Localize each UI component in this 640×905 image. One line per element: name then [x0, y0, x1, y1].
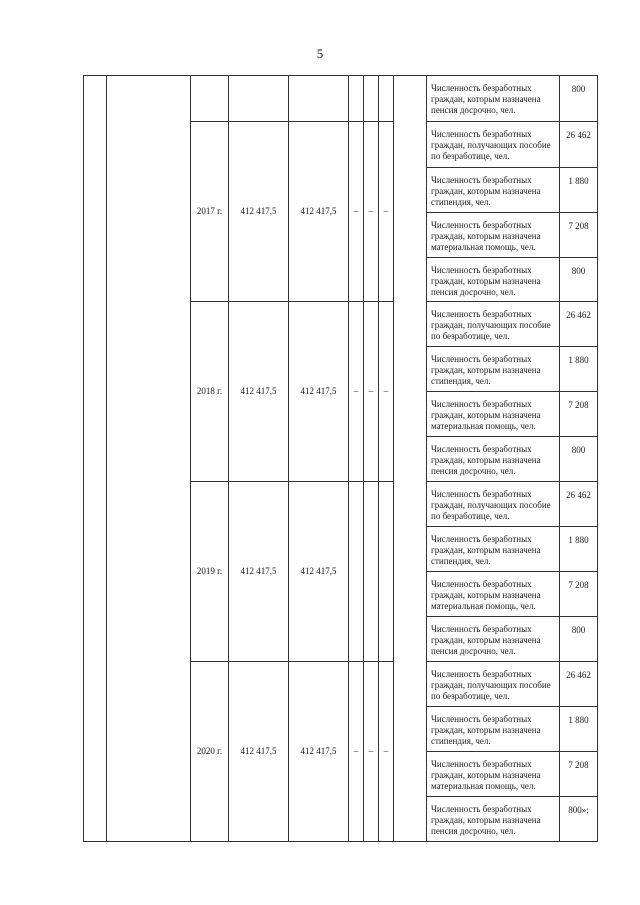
indicator-cell: Численность безработных граждан, которым назначена пенсия досрочно, чел.: [427, 617, 560, 662]
indicator-value: 7 208: [560, 752, 598, 797]
budget-cell: 412 417,5: [289, 122, 349, 302]
indicator-value: 7 208: [560, 392, 598, 437]
col2-cell-continued: [364, 76, 379, 122]
budget-cell-continued: [289, 76, 349, 122]
indicator-cell: Численность безработных граждан, которым назначена материальная помощь, чел.: [427, 752, 560, 797]
indicator-value: 7 208: [560, 213, 598, 258]
indicator-cell: Численность безработных граждан, которым назначена пенсия досрочно, чел.: [427, 797, 560, 842]
indicator-value: 800: [560, 437, 598, 482]
col2-cell: [364, 482, 379, 662]
indicator-value: 1 880: [560, 527, 598, 572]
col1-cell: –: [349, 122, 364, 302]
year-cell: 2017 г.: [191, 122, 229, 302]
col3-cell-continued: [379, 76, 394, 122]
indicator-value: 7 208: [560, 572, 598, 617]
col3-cell: –: [379, 662, 394, 842]
indicator-value: 26 462: [560, 302, 598, 347]
indicator-cell: Численность безработных граждан, которым назначена пенсия досрочно, чел.: [427, 258, 560, 302]
indicator-cell: Численность безработных граждан, получающих пособие по безработице, чел.: [427, 482, 560, 527]
indicator-cell: Численность безработных граждан, которым назначена материальная помощь, чел.: [427, 572, 560, 617]
col1-cell: [349, 482, 364, 662]
program-table: [83, 75, 598, 842]
budget-cell: 412 417,5: [289, 482, 349, 662]
col3-cell: –: [379, 122, 394, 302]
year-cell: 2019 г.: [191, 482, 229, 662]
indicator-value: 1 880: [560, 347, 598, 392]
indicator-cell: Численность безработных граждан, которым назначена стипендия, чел.: [427, 527, 560, 572]
indicator-value: 26 462: [560, 482, 598, 527]
page-number: 5: [316, 46, 324, 61]
indicator-cell: Численность безработных граждан, которым назначена пенсия досрочно, чел.: [427, 437, 560, 482]
indicator-value: 26 462: [560, 662, 598, 707]
indicator-cell: Численность безработных граждан, получающих пособие по безработице, чел.: [427, 662, 560, 707]
total-cell: 412 417,5: [229, 122, 289, 302]
indicator-value: 1 880: [560, 707, 598, 752]
indicator-value: 800: [560, 76, 598, 122]
budget-cell: 412 417,5: [289, 302, 349, 482]
indicator-cell: Численность безработных граждан, которым назначена стипендия, чел.: [427, 347, 560, 392]
col1-cell: –: [349, 302, 364, 482]
col2-cell: –: [364, 122, 379, 302]
budget-cell: 412 417,5: [289, 662, 349, 842]
indicator-value: 1 880: [560, 168, 598, 213]
indicator-value: 800: [560, 258, 598, 302]
total-cell: 412 417,5: [229, 662, 289, 842]
year-cell: 2018 г.: [191, 302, 229, 482]
total-cell: 412 417,5: [229, 482, 289, 662]
indicator-value: 800»;: [560, 797, 598, 842]
year-cell: 2020 г.: [191, 662, 229, 842]
indicator-cell: Численность безработных граждан, которым назначена материальная помощь, чел.: [427, 213, 560, 258]
col1-cell-continued: [349, 76, 364, 122]
number-column-cell: [84, 76, 107, 842]
indicator-cell: Численность безработных граждан, получающих пособие по безработице, чел.: [427, 302, 560, 347]
executor-column-cell: [394, 76, 427, 842]
col2-cell: –: [364, 662, 379, 842]
indicator-value: 800: [560, 617, 598, 662]
indicator-cell: Численность безработных граждан, которым назначена стипендия, чел.: [427, 168, 560, 213]
indicator-cell: Численность безработных граждан, которым назначена пенсия досрочно, чел.: [427, 76, 560, 122]
total-cell-continued: [229, 76, 289, 122]
indicator-cell: Численность безработных граждан, которым назначена стипендия, чел.: [427, 707, 560, 752]
indicator-cell: Численность безработных граждан, которым назначена материальная помощь, чел.: [427, 392, 560, 437]
indicator-cell: Численность безработных граждан, получающих пособие по безработице, чел.: [427, 122, 560, 168]
col3-cell: [379, 482, 394, 662]
name-column-cell: [107, 76, 191, 842]
col2-cell: –: [364, 302, 379, 482]
total-cell: 412 417,5: [229, 302, 289, 482]
col1-cell: –: [349, 662, 364, 842]
col3-cell: –: [379, 302, 394, 482]
year-cell-continued: [191, 76, 229, 122]
indicator-value: 26 462: [560, 122, 598, 168]
